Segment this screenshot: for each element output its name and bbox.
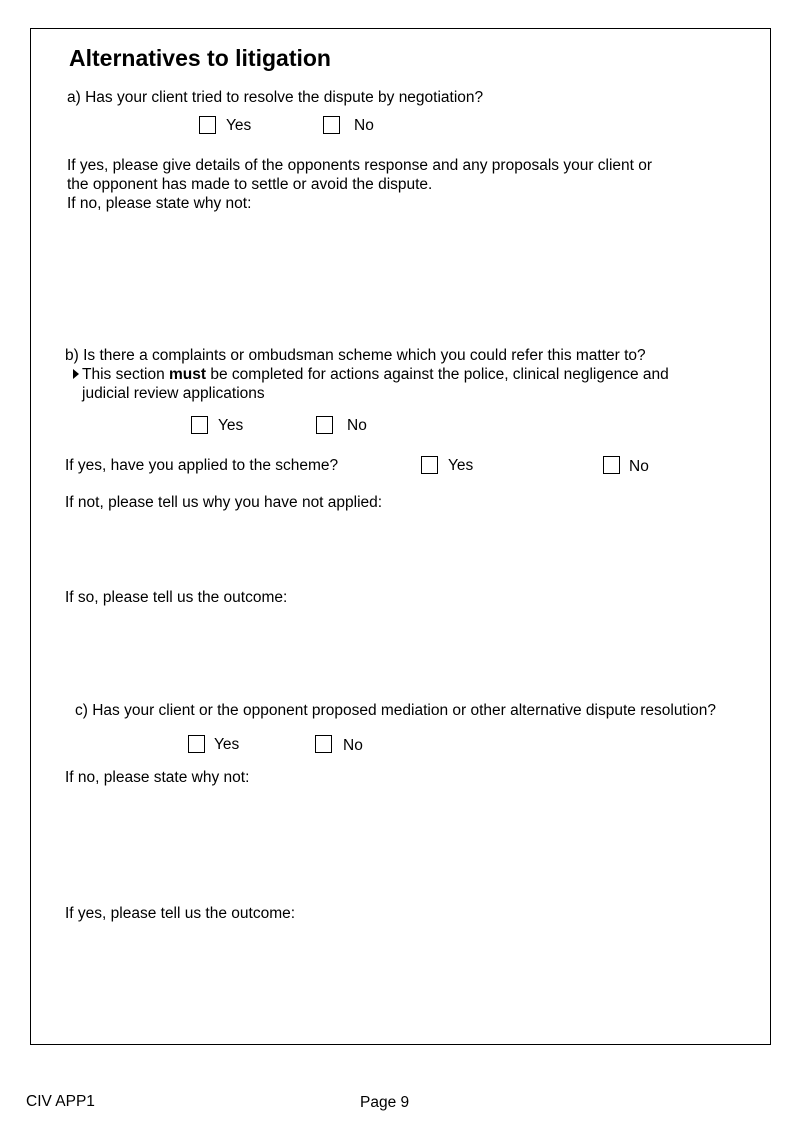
note-text-post: be completed for actions against the police, clinical negligence and	[206, 366, 669, 383]
applied-yes-label: Yes	[448, 457, 474, 474]
question-b: b) Is there a complaints or ombudsman scheme which you could refer this matter to?	[65, 347, 646, 364]
note-text-pre: This section	[82, 366, 170, 383]
arrow-right-icon	[73, 369, 79, 379]
mediation-yes-checkbox[interactable]	[188, 735, 205, 753]
not-applied-prompt: If not, please tell us why you have not applied:	[65, 494, 383, 511]
applied-yes-checkbox[interactable]	[421, 456, 438, 474]
not-applied-answer-area[interactable]	[65, 514, 755, 584]
applied-no-checkbox[interactable]	[603, 456, 620, 474]
negotiation-no-checkbox[interactable]	[323, 116, 340, 134]
negotiation-details-line1: If yes, please give details of the opponents response and any proposals your client or	[67, 157, 653, 174]
ombudsman-no-label: No	[347, 417, 367, 434]
ombudsman-yes-checkbox[interactable]	[191, 416, 208, 434]
scheme-outcome-prompt: If so, please tell us the outcome:	[65, 589, 288, 606]
scheme-outcome-answer-area[interactable]	[65, 609, 755, 694]
negotiation-no-label: No	[354, 117, 374, 134]
mediation-outcome-prompt: If yes, please tell us the outcome:	[65, 905, 296, 922]
applied-no-label: No	[629, 458, 649, 475]
mediation-yes-label: Yes	[214, 736, 240, 753]
negotiation-details-answer-area[interactable]	[67, 216, 757, 336]
mediation-outcome-answer-area[interactable]	[65, 926, 755, 1036]
question-a: a) Has your client tried to resolve the dispute by negotiation?	[67, 89, 484, 106]
ombudsman-yes-label: Yes	[218, 417, 244, 434]
question-c: c) Has your client or the opponent proposed mediation or other alternative dispute resolution?	[75, 702, 717, 719]
mediation-no-label: No	[343, 737, 363, 754]
ombudsman-no-checkbox[interactable]	[316, 416, 333, 434]
note-text-bold: must	[169, 366, 207, 383]
form-code: CIV APP1	[26, 1093, 95, 1110]
mediation-no-checkbox[interactable]	[315, 735, 332, 753]
negotiation-details-line3: If no, please state why not:	[67, 195, 252, 212]
page-number: Page 9	[360, 1094, 410, 1111]
section-title: Alternatives to litigation	[69, 45, 331, 71]
negotiation-yes-label: Yes	[226, 117, 252, 134]
section-b-note-line2: judicial review applications	[82, 385, 265, 402]
mediation-why-not-prompt: If no, please state why not:	[65, 769, 250, 786]
mediation-why-not-answer-area[interactable]	[65, 790, 755, 900]
negotiation-yes-checkbox[interactable]	[199, 116, 216, 134]
applied-question: If yes, have you applied to the scheme?	[65, 457, 339, 474]
negotiation-details-line2: the opponent has made to settle or avoid the dispute.	[67, 176, 433, 193]
section-b-note	[73, 365, 669, 384]
